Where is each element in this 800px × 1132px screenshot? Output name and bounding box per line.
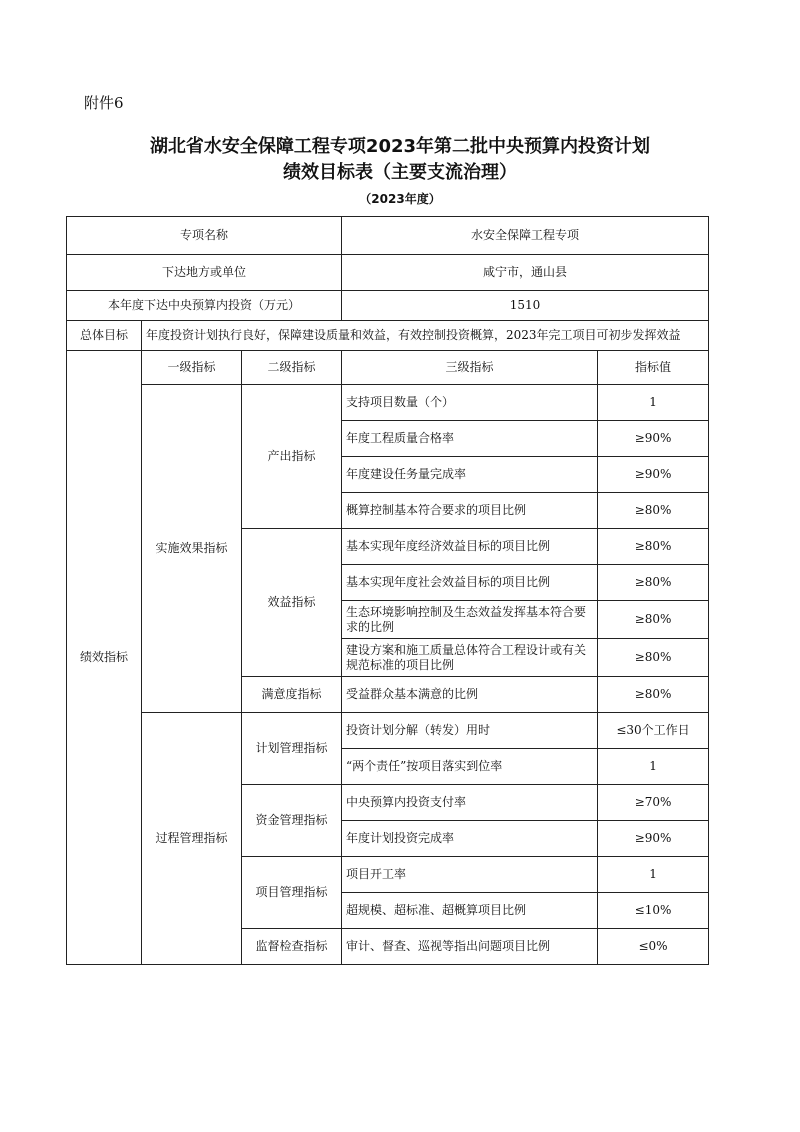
indicator-value: ≥70%	[598, 785, 709, 821]
level1-process: 过程管理指标	[142, 713, 242, 965]
indicator-name: 投资计划分解（转发）用时	[342, 713, 598, 749]
indicator-value: ≥80%	[598, 639, 709, 677]
header-level3: 三级指标	[342, 351, 598, 385]
level2-benefit: 效益指标	[242, 529, 342, 677]
table-row	[67, 321, 709, 351]
project-name-value: 水安全保障工程专项	[342, 217, 709, 255]
indicator-name: 年度工程质量合格率	[342, 421, 598, 457]
indicator-value: ≥80%	[598, 601, 709, 639]
investment-label: 本年度下达中央预算内投资（万元）	[67, 291, 342, 321]
header-level2: 二级指标	[242, 351, 342, 385]
region-value: 咸宁市，通山县	[342, 255, 709, 291]
indicator-value: ≥90%	[598, 821, 709, 857]
indicator-value: ≥80%	[598, 677, 709, 713]
level2-satisfaction: 满意度指标	[242, 677, 342, 713]
indicator-name: 生态环境影响控制及生态效益发挥基本符合要求的比例	[342, 601, 598, 639]
indicator-value: ≥90%	[598, 421, 709, 457]
document-title: 湖北省水安全保障工程专项2023年第二批中央预算内投资计划	[149, 136, 651, 157]
table-row	[67, 255, 709, 291]
indicator-name: 年度建设任务量完成率	[342, 457, 598, 493]
indicator-name: 年度计划投资完成率	[342, 821, 598, 857]
table-row	[67, 217, 709, 255]
indicator-value: ≤10%	[598, 893, 709, 929]
attachment-label: 附件6	[84, 94, 124, 112]
performance-indicator-label: 绩效指标	[67, 351, 142, 965]
header-level1: 一级指标	[142, 351, 242, 385]
overall-goal-label: 总体目标	[67, 321, 142, 351]
overall-goal-value: 年度投资计划执行良好，保障建设质量和效益，有效控制投资概算，2023年完工项目可初步发挥效益	[142, 321, 709, 351]
level2-fund: 资金管理指标	[242, 785, 342, 857]
document-subtitle: 绩效目标表（主要支流治理）	[283, 162, 517, 183]
indicator-name: 基本实现年度经济效益目标的项目比例	[342, 529, 598, 565]
indicator-value: ≤0%	[598, 929, 709, 965]
level2-output: 产出指标	[242, 385, 342, 529]
indicator-value: 1	[598, 749, 709, 785]
indicator-name: 项目开工率	[342, 857, 598, 893]
indicator-name: 基本实现年度社会效益目标的项目比例	[342, 565, 598, 601]
indicator-value: 1	[598, 385, 709, 421]
indicator-name: 概算控制基本符合要求的项目比例	[342, 493, 598, 529]
header-value: 指标值	[598, 351, 709, 385]
level2-supervise: 监督检查指标	[242, 929, 342, 965]
table-row	[67, 291, 709, 321]
indicator-name: 建设方案和施工质量总体符合工程设计或有关规范标准的项目比例	[342, 639, 598, 677]
indicator-value: 1	[598, 857, 709, 893]
table-header-row	[67, 351, 709, 385]
table-row	[67, 385, 709, 421]
indicator-value: ≤30个工作日	[598, 713, 709, 749]
region-label: 下达地方或单位	[67, 255, 342, 291]
indicator-name: 受益群众基本满意的比例	[342, 677, 598, 713]
indicator-value: ≥90%	[598, 457, 709, 493]
indicator-value: ≥80%	[598, 493, 709, 529]
indicator-name: 超规模、超标准、超概算项目比例	[342, 893, 598, 929]
indicator-name: 支持项目数量（个）	[342, 385, 598, 421]
indicator-name: 中央预算内投资支付率	[342, 785, 598, 821]
indicator-value: ≥80%	[598, 529, 709, 565]
level1-effect: 实施效果指标	[142, 385, 242, 713]
performance-table	[66, 216, 709, 965]
indicator-name: “两个责任”按项目落实到位率	[342, 749, 598, 785]
investment-value: 1510	[342, 291, 709, 321]
level2-project: 项目管理指标	[242, 857, 342, 929]
indicator-value: ≥80%	[598, 565, 709, 601]
table-row	[67, 713, 709, 749]
level2-plan: 计划管理指标	[242, 713, 342, 785]
project-name-label: 专项名称	[67, 217, 342, 255]
year-label: （2023年度）	[359, 192, 441, 206]
indicator-name: 审计、督查、巡视等指出问题项目比例	[342, 929, 598, 965]
